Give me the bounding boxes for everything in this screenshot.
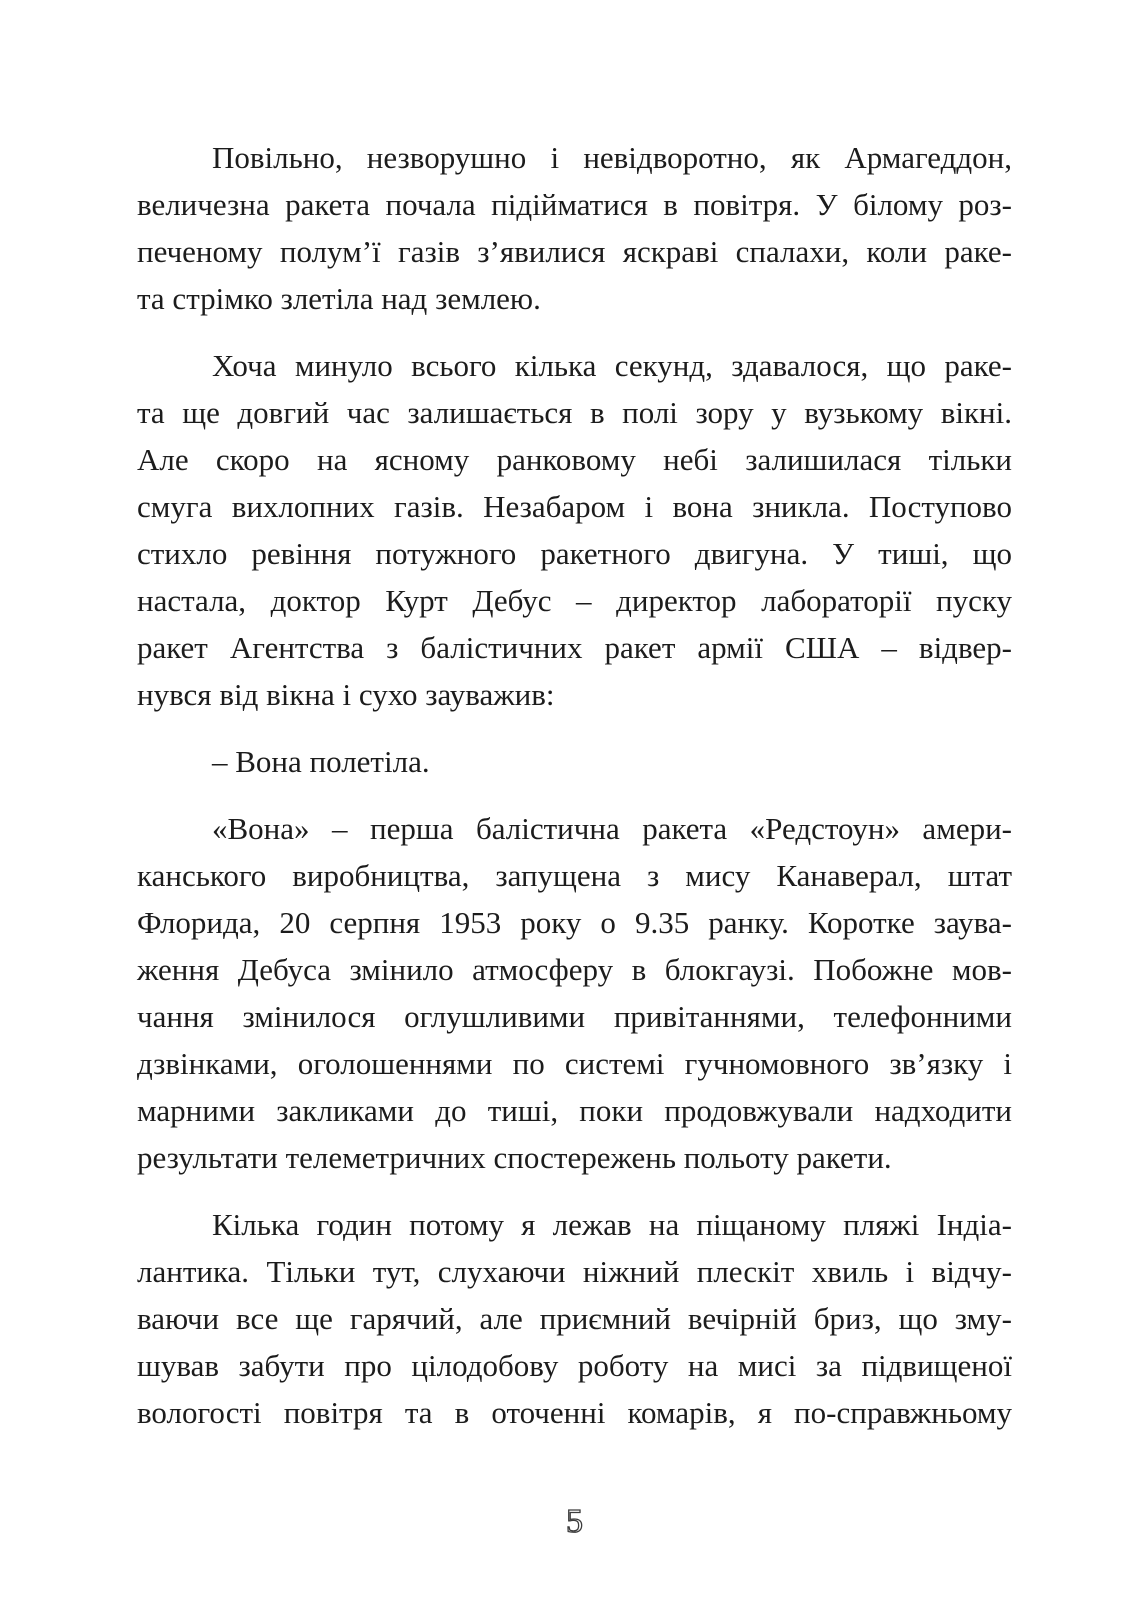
text-line: величезна ракета почала підійматися в повітря. У білому роз- (137, 187, 1012, 222)
text-line: ження Дебуса змінило атмосферу в блокгаузі. Побожне мов- (137, 952, 1012, 987)
text-line: нувся від вікна і сухо зауважив: (137, 677, 555, 712)
text-line: Повільно, незворушно і невідворотно, як Армагеддон, (212, 140, 1012, 175)
text-line: «Вона» – перша балістична ракета «Редстоун» амери- (212, 811, 1012, 846)
text-line: Кілька годин потому я лежав на піщаному пляжі Індіа- (212, 1207, 1012, 1242)
text-line: Хоча минуло всього кілька секунд, здавалося, що раке- (212, 348, 1012, 383)
text-line: чання змінилося оглушливими привітаннями, телефонними (137, 999, 1012, 1034)
text-line: та стрімко злетіла над землею. (137, 281, 541, 316)
text-line: вологості повітря та в оточенні комарів, я по-справжньому (137, 1395, 1012, 1430)
text-line: результати телеметричних спостережень польоту ракети. (137, 1140, 892, 1175)
text-line: та ще довгий час залишається в полі зору у вузькому вікні. (137, 395, 1012, 430)
text-line: ракет Агентства з балістичних ракет армії США – відвер- (137, 630, 1012, 665)
paragraph (137, 134, 1012, 322)
text-line: шував забути про цілодобову роботу на мисі за підвищеної (137, 1348, 1012, 1383)
text-line: дзвінками, оголошеннями по системі гучномовного зв’язку і (137, 1046, 1012, 1081)
text-line: лантика. Тільки тут, слухаючи ніжний плескіт хвиль і відчу- (137, 1254, 1012, 1289)
text-block (137, 134, 1012, 1456)
paragraph (137, 1201, 1012, 1436)
text-line: ваючи все ще гарячий, але приємний вечірній бриз, що зму- (137, 1301, 1012, 1336)
paragraph (137, 738, 1012, 785)
text-line: марними закликами до тиші, поки продовжували надходити (137, 1093, 1012, 1128)
text-line: стихло ревіння потужного ракетного двигуна. У тиші, що (137, 536, 1012, 571)
page-number: 5 (566, 1503, 583, 1540)
paragraph (137, 805, 1012, 1181)
text-line: канського виробництва, запущена з мису Канаверал, штат (137, 858, 1012, 893)
text-line: настала, доктор Курт Дебус – директор лабораторії пуску (137, 583, 1012, 618)
text-line: Флорида, 20 серпня 1953 року о 9.35 ранку. Коротке заува- (137, 905, 1012, 940)
text-line: печеному полум’ї газів з’явилися яскраві спалахи, коли раке- (137, 234, 1012, 269)
text-line: Але скоро на ясному ранковому небі залишилася тільки (137, 442, 1012, 477)
text-line: – Вона полетіла. (212, 744, 430, 779)
text-line: смуга вихлопних газів. Незабаром і вона зникла. Поступово (137, 489, 1012, 524)
paragraph (137, 342, 1012, 718)
